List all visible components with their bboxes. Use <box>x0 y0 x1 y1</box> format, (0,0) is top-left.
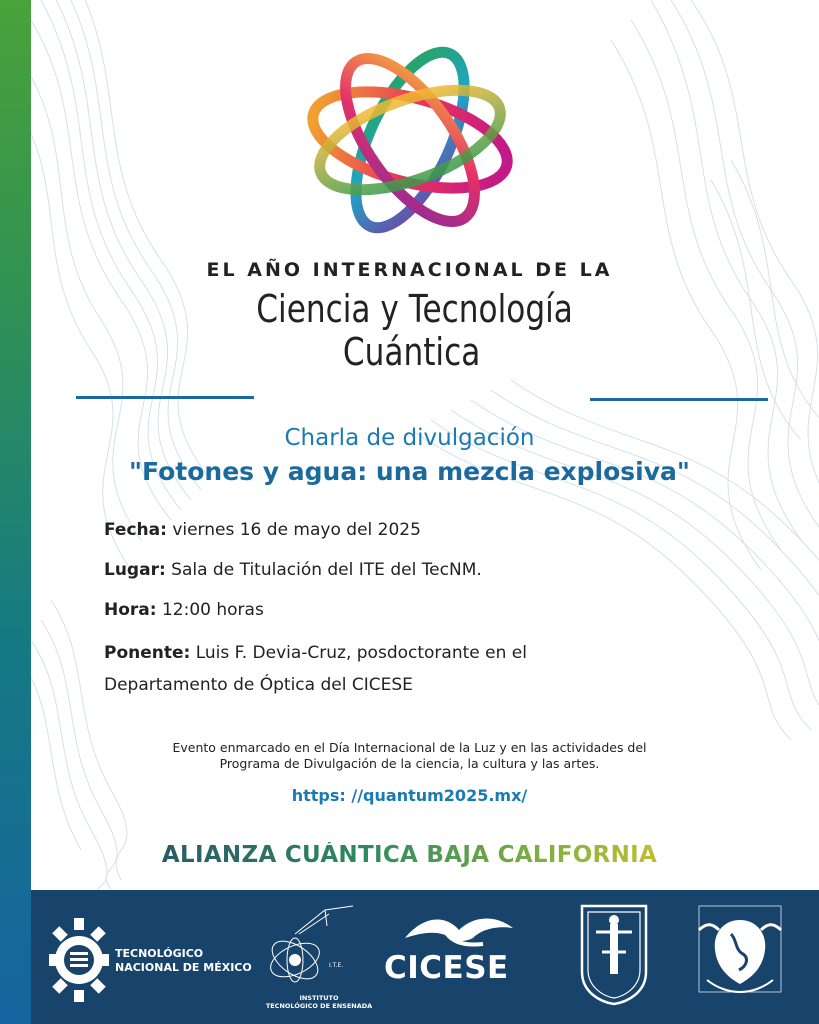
note-line1: Evento enmarcado en el Día Internacional de la Luz y en las actividades del <box>172 740 647 755</box>
lugar-value: Sala de Titulación del ITE del TecNM. <box>171 560 482 580</box>
cicese-name: CICESE <box>384 950 509 986</box>
ite-mark: I.T.E. <box>329 962 344 969</box>
ponente-label: Ponente: <box>104 643 191 663</box>
tecnm-line1: TECNOLÓGICO <box>115 947 204 960</box>
unam-seal-icon <box>693 900 787 1000</box>
divider-left <box>76 396 254 399</box>
detail-hora <box>104 597 744 624</box>
event-title: "Fotones y agua: una mezcla explosiva" <box>129 457 690 486</box>
website-link[interactable]: https: //quantum2025.mx/ <box>291 786 528 805</box>
detail-ponente <box>104 637 744 701</box>
event-note <box>0 740 819 772</box>
left-accent-bar <box>0 0 31 1024</box>
alliance-title: ALIANZA CUÁNTICA BAJA CALIFORNIA <box>0 842 819 868</box>
event-subtitle: Charla de divulgación <box>284 425 535 451</box>
fecha-label: Fecha: <box>104 520 167 540</box>
uabc-shield-icon <box>578 902 650 1006</box>
ite-emblem-icon <box>265 904 357 992</box>
cicese-pelican-icon <box>403 908 515 952</box>
tecnm-line2: NACIONAL DE MÉXICO <box>115 961 252 974</box>
event-details <box>104 517 744 714</box>
note-line2: Programa de Divulgación de la ciencia, la cultura y las artes. <box>219 756 600 771</box>
detail-fecha <box>104 517 744 544</box>
divider-right <box>590 398 768 401</box>
header-title-small: EL AÑO INTERNACIONAL DE LA <box>206 259 613 281</box>
tecnm-name <box>115 947 252 975</box>
ite-name <box>259 994 379 1010</box>
tecnm-gear-icon <box>49 916 109 1004</box>
ite-line2: TECNOLÓGICO DE ENSENADA <box>265 1002 373 1010</box>
header-title-line1: Ciencia y Tecnología <box>256 287 573 331</box>
lugar-label: Lugar: <box>104 560 166 580</box>
ponente-value-line1: Luis F. Devia-Cruz, posdoctorante en el <box>195 643 527 663</box>
header-title-line2: Cuántica <box>342 330 481 374</box>
quantum-year-logo-icon <box>300 40 520 245</box>
footer-logos-bar <box>31 890 819 1024</box>
fecha-value: viernes 16 de mayo del 2025 <box>172 520 421 540</box>
hora-label: Hora: <box>104 600 157 620</box>
ite-line1: INSTITUTO <box>299 994 339 1002</box>
ponente-value-line2: Departamento de Óptica del CICESE <box>104 675 413 695</box>
hora-value: 12:00 horas <box>161 600 264 620</box>
detail-lugar <box>104 557 744 584</box>
